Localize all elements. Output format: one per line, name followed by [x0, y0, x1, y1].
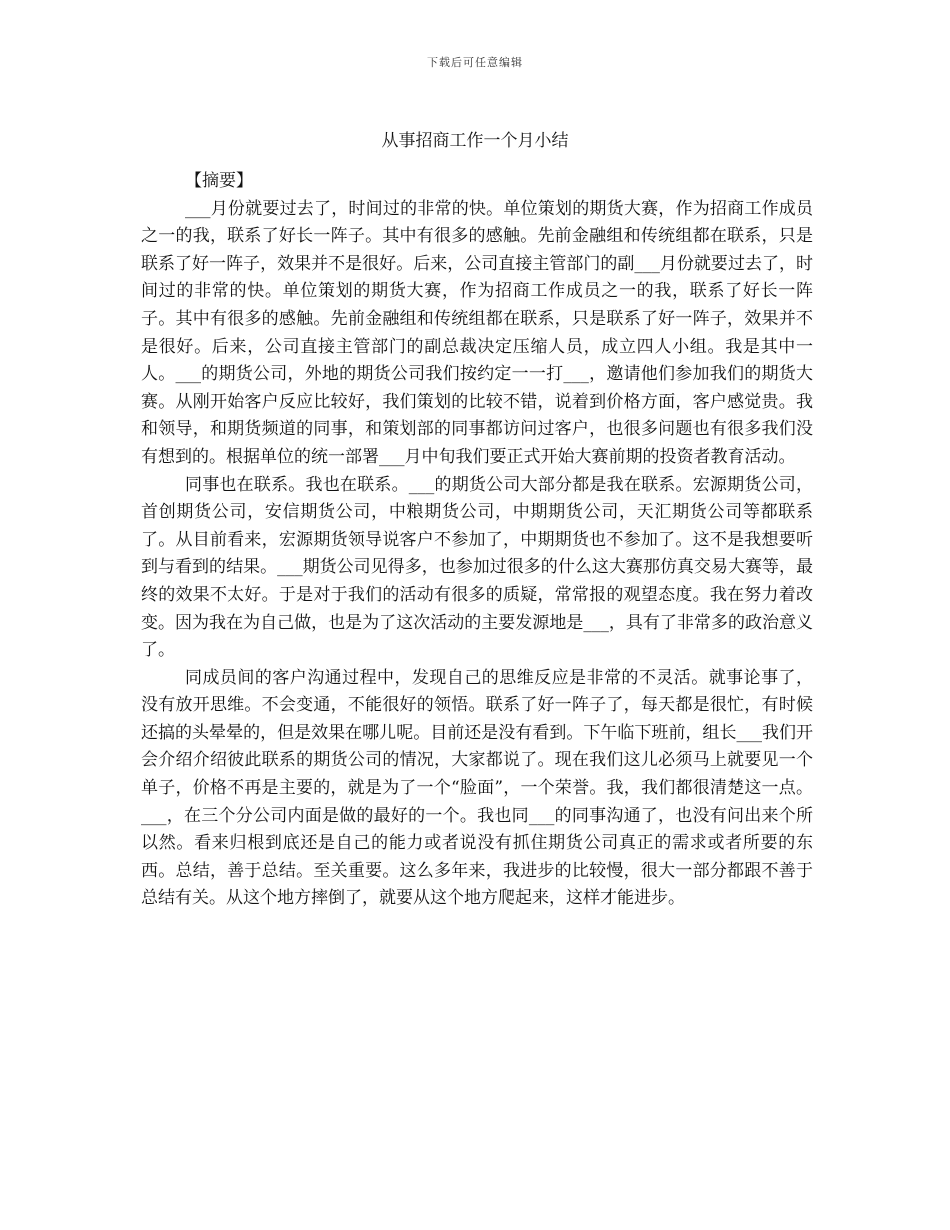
- document-title: 从事招商工作一个月小结: [381, 131, 569, 151]
- paragraph-2: 同事也在联系。我也在联系。___的期货公司大部分都是我在联系。宏源期货公司，首创期货公司，安信期货公司，中粮期货公司，中期期货公司，天汇期货公司等都联系了。从目前看来，宏源期货领导说客户不参加了，中期期货也不参加了。这不是我想要听到与看到的结果。___期货公司见得多，也参加过很多的什么这大赛那仿真交易大赛等，最终的效果不太好。于是对于我们的活动有很多的质疑，常常报的观望态度。我在努力着改变。因为我在为自己做，也是为了这次活动的主要发源地是___，具有了非常多的政治意义了。: [141, 474, 813, 661]
- header-note: 下载后可任意编辑: [427, 56, 523, 69]
- paragraph-1: ___月份就要过去了，时间过的非常的快。单位策划的期货大赛，作为招商工作成员之一的我，联系了好长一阵子。其中有很多的感触。先前金融组和传统组都在联系，只是联系了好一阵子，效果并不是很好。后来，公司直接主管部门的副___月份就要过去了，时间过的非常的快。单位策划的期货大赛，作为招商工作成员之一的我，联系了好长一阵子。其中有很多的感触。先前金融组和传统组都在联系，只是联系了好一阵子，效果并不是很好。后来，公司直接主管部门的副总裁决定压缩人员，成立四人小组。我是其中一人。___的期货公司，外地的期货公司我们按约定一一打___，邀请他们参加我们的期货大赛。从刚开始客户反应比较好，我们策划的比较不错，说着到价格方面，客户感觉贵。我和领导，和期货频道的同事，和策划部的同事都访问过客户，也很多问题也有很多我们没有想到的。根据单位的统一部署___月中旬我们要正式开始大赛前期的投资者教育活动。: [141, 198, 813, 467]
- document-body: [141, 168, 813, 913]
- paragraph-3: 同成员间的客户沟通过程中，发现自己的思维反应是非常的不灵活。就事论事了，没有放开思维。不会变通，不能很好的领悟。联系了好一阵子了，每天都是很忙，有时候还搞的头晕晕的，但是效果在哪儿呢。目前还是没有看到。下午临下班前，组长___我们开会介绍介绍彼此联系的期货公司的情况，大家都说了。现在我们这儿必须马上就要见一个单子，价格不再是主要的，就是为了一个“脸面”，一个荣誉。我，我们都很清楚这一点。___，在三个分公司内面是做的最好的一个。我也同___的同事沟通了，也没有问出来个所以然。看来归根到底还是自己的能力或者说没有抓住期货公司真正的需求或者所要的东西。总结，善于总结。至关重要。这么多年来，我进步的比较慢，很大一部分都跟不善于总结有关。从这个地方摔倒了，就要从这个地方爬起来，这样才能进步。: [141, 667, 813, 909]
- abstract-label: 【摘要】: [185, 171, 253, 191]
